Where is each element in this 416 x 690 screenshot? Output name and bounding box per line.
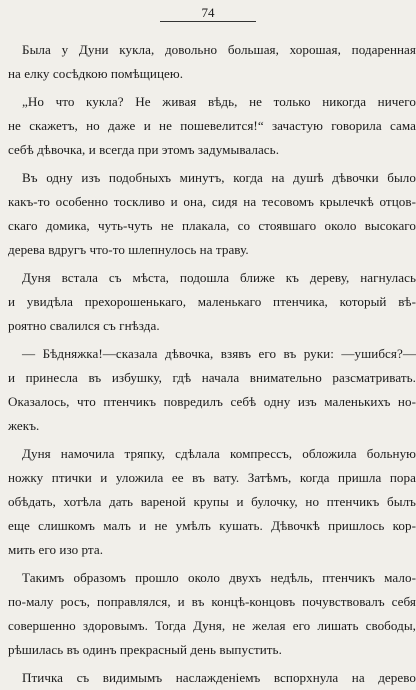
body-text xyxy=(8,38,416,690)
paragraph xyxy=(8,266,416,338)
paragraph xyxy=(8,566,416,662)
page-number: 74 xyxy=(201,5,215,20)
text-line: обѣдать, хотѣла дать вареной крупы и булочку, но птенчикъ былъ xyxy=(8,494,416,509)
text-line: Въ одну изъ подобныхъ минутъ, когда на душѣ дѣвочки было xyxy=(22,170,416,185)
paragraph xyxy=(8,166,416,262)
text-line: — Бѣдняжка!—сказала дѣвочка, взявъ его въ руки: —ушибся?— xyxy=(22,346,416,361)
text-line: роятно свалился съ гнѣзда. xyxy=(8,318,160,333)
text-line: Была у Дуни кукла, довольно большая, хорошая, подаренная xyxy=(22,42,416,57)
text-line: и принесла въ избушку, гдѣ начала внимательно разсматривать. xyxy=(8,370,416,385)
text-line: Дуня намочила тряпку, сдѣлала компрессъ, обложила больную xyxy=(22,446,416,461)
text-line: Такимъ образомъ прошло около двухъ недѣль, птенчикъ мало- xyxy=(22,570,416,585)
text-line: Оказалось, что птенчикъ повредилъ себѣ одну изъ маленькихъ но- xyxy=(8,394,416,409)
text-line: скаго домика, чуть-чуть не плакала, со стоявшаго около высокаго xyxy=(8,218,416,233)
header-rule xyxy=(160,21,256,22)
text-line: и увидѣла прехорошенькаго, маленькаго птенчика, который вѣ- xyxy=(8,294,416,309)
paragraph xyxy=(8,342,416,438)
text-line: на елку сосѣдкою помѣщицею. xyxy=(8,66,184,81)
text-line: совершенно здоровымъ. Тогда Дуня, не желая его лишать свободы, xyxy=(8,618,416,633)
text-line: не скажетъ, но даже и не пошевелится!“ зачастую говорила сама xyxy=(8,118,416,133)
text-line: по-малу росъ, поправлялся, и въ концѣ-концовъ почувствовалъ себя xyxy=(8,594,416,609)
text-line: жекъ. xyxy=(8,418,40,433)
paragraph xyxy=(8,90,416,162)
text-line: какъ-то особенно тоскливо и она, сидя на тесовомъ крылечкѣ отцов- xyxy=(8,194,416,209)
text-line: еще слишкомъ малъ и не умѣлъ кушать. Дѣвочкѣ пришлось кор- xyxy=(8,518,416,533)
text-line: мить его изо рта. xyxy=(8,542,104,557)
paragraph xyxy=(8,38,416,86)
paragraph xyxy=(8,442,416,562)
text-line: себѣ дѣвочка, и всегда при этомъ задумывалась. xyxy=(8,142,280,157)
text-line: Птичка съ видимымъ наслажденіемъ вспорхнула на дерево xyxy=(22,670,416,685)
text-line: „Но что кукла? Не живая вѣдь, не только никогда ничего xyxy=(22,94,416,109)
text-line: Дуня встала съ мѣста, подошла ближе къ дереву, нагнулась xyxy=(22,270,416,285)
text-line: ножку птички и уложила ее въ вату. Затѣмъ, когда пришла пора xyxy=(8,470,416,485)
text-line: рѣшилась въ одинъ прекрасный день выпустить. xyxy=(8,642,282,657)
text-line: дерева вдругъ что-то шлепнулось на траву. xyxy=(8,242,249,257)
paragraph xyxy=(8,666,416,690)
